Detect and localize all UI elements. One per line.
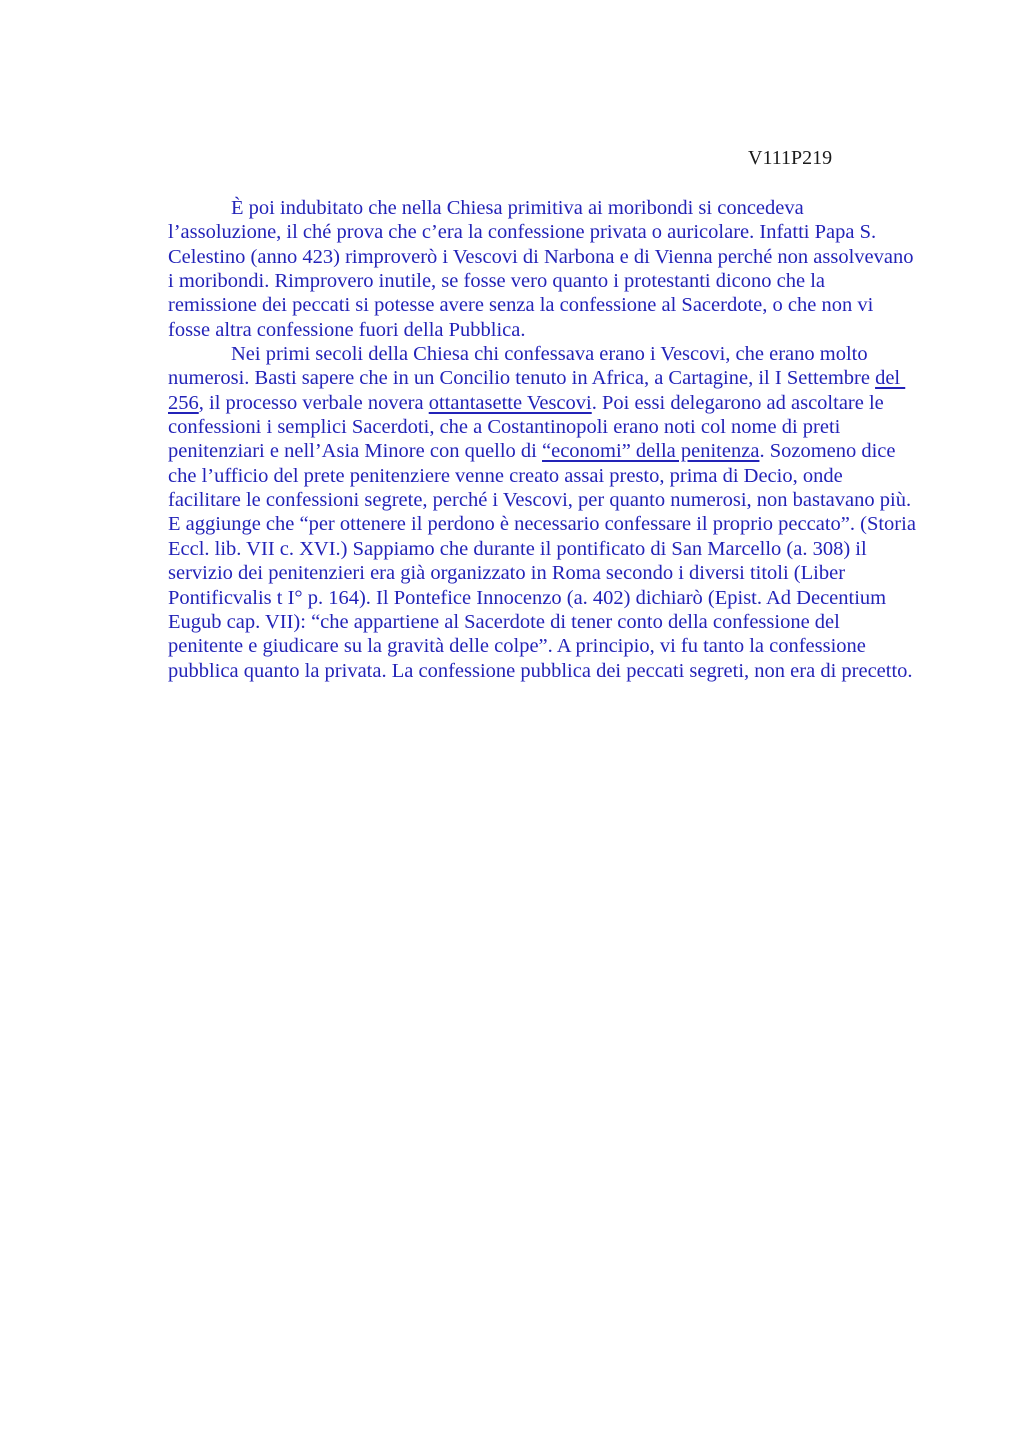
text-run: Pontificvalis t I° p. 164). Il Pontefice Innocenzo (a. 402) dichiarò (Epist. Ad Decentium [168,586,887,609]
underlined-text-run: del [875,367,906,390]
text-line [168,391,948,415]
text-run: numerosi. Basti sapere che in un Concilio tenuto in Africa, a Cartagine, il I Settembre [168,367,876,390]
text-run: penitenziari e nell’Asia Minore con quello di [168,440,543,463]
text-line [168,366,948,390]
text-run: Celestino (anno 423) rimproverò i Vescovi di Narbona e di Vienna perché non assolvevano [168,245,914,268]
document-text [168,196,948,683]
text-line [168,196,948,220]
text-run: che l’ufficio del prete penitenziere venne creato assai presto, prima di Decio, onde [168,464,843,487]
text-run: Eccl. lib. VII c. XVI.) Sappiamo che durante il pontificato di San Marcello (a. 308) il [168,537,867,560]
text-run: E aggiunge che “per ottenere il perdono è necessario confessare il proprio peccato”. (Storia [168,513,916,536]
text-run: Nei primi secoli della Chiesa chi confessava erano i Vescovi, che erano molto [231,343,868,366]
paragraph [168,342,948,683]
text-run: confessioni i semplici Sacerdoti, che a Costantinopoli erano noti col nome di preti [168,416,841,439]
text-line [168,561,948,585]
text-run: Eugub cap. VII): “che appartiene al Sacerdote di tener conto della confessione del [168,610,840,633]
text-line [168,439,948,463]
text-line [168,318,948,342]
text-line [168,512,948,536]
text-line [168,610,948,634]
text-line [168,634,948,658]
text-line [168,342,948,366]
text-run: i moribondi. Rimprovero inutile, se fosse vero quanto i protestanti dicono che la [168,270,826,293]
text-run: È poi indubitato che nella Chiesa primitiva ai moribondi si concedeva [231,197,804,219]
text-line [168,293,948,317]
text-line [168,269,948,293]
text-run: pubblica quanto la privata. La confessione pubblica dei peccati segreti, non era di precetto. [168,659,913,682]
text-line [168,220,948,244]
underlined-text-run: ottantasette Vescovi [428,391,592,414]
text-run: . Poi essi delegarono ad ascoltare le [591,391,884,414]
text-line [168,659,948,683]
paragraph [168,196,948,342]
text-line [168,464,948,488]
doc-code-header: V111P219 [748,147,833,169]
text-run: penitente e giudicare su la gravità delle colpe”. A principio, vi fu tanto la confessione [168,635,866,658]
text-line [168,415,948,439]
text-line [168,245,948,269]
underlined-text-run: “economi” della penitenza [542,440,760,463]
text-run: . Sozomeno dice [759,440,896,463]
text-run: l’assoluzione, il ché prova che c’era la confessione privata o auricolare. Infatti Papa S. [168,221,877,244]
text-run: fosse altra confessione fuori della Pubblica. [168,318,526,341]
text-run: remissione dei peccati si potesse avere senza la confessione al Sacerdote, o che non vi [168,294,874,317]
text-run: , il processo verbale novera [198,391,429,414]
text-run: facilitare le confessioni segrete, perché i Vescovi, per quanto numerosi, non bastavano più. [168,489,912,512]
text-line [168,537,948,561]
text-line [168,586,948,610]
underlined-text-run: 256 [168,391,199,414]
text-run: servizio dei penitenzieri era già organizzato in Roma secondo i diversi titoli (Liber [168,562,846,585]
text-line [168,488,948,512]
